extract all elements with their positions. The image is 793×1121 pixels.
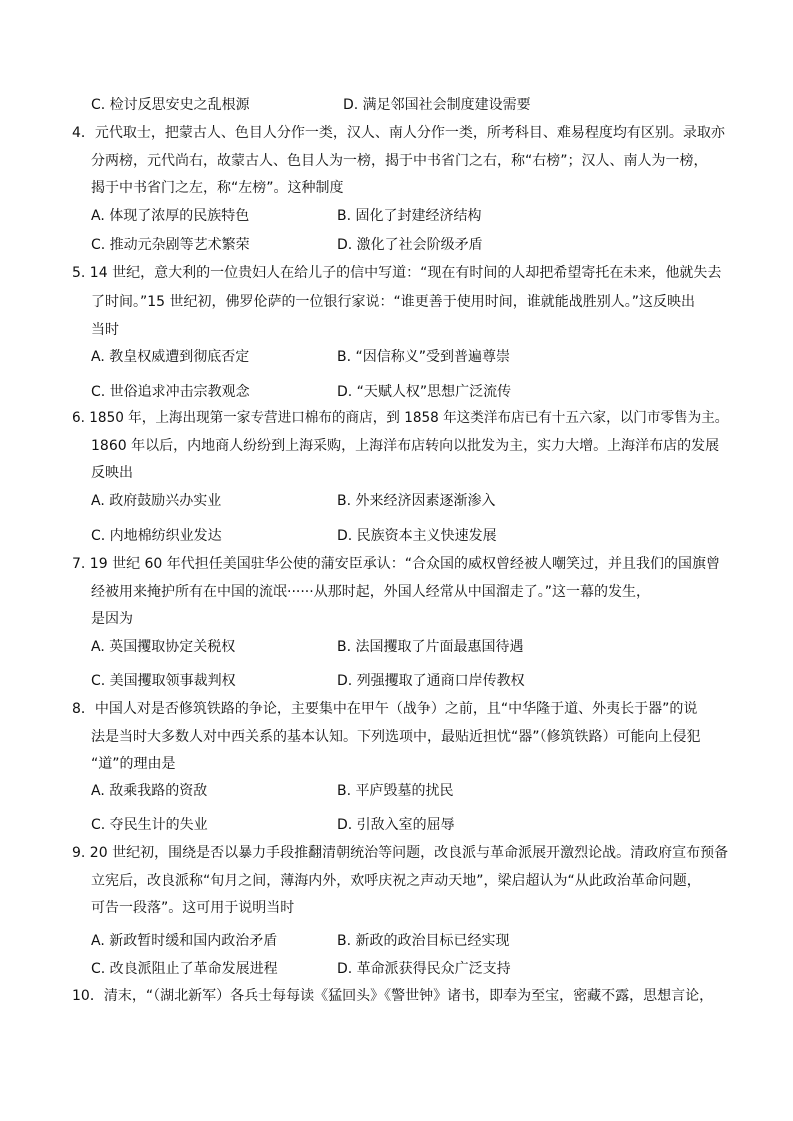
q6-option-c: C. 内地棉纺织业发达 (91, 528, 222, 544)
q4-option-b: B. 固化了封建经济结构 (337, 208, 482, 224)
q8-stem-line-2: 法是当时大多数人对中西关系的基本认知。下列选项中，最贴近担忧“器”（修筑铁路）可能向上侵犯 (91, 729, 701, 745)
q8-option-d: D. 引敌入室的屈辱 (337, 817, 455, 833)
q5-stem-line-2: 了时间。”15 世纪初，佛罗伦萨的一位银行家说：“谁更善于使用时间，谁就能战胜别人。”这反映出 (91, 294, 696, 310)
q9-stem-line-3: 可告一段落”。这可用于说明当时 (91, 900, 295, 916)
q8-option-a: A. 敌乘我路的资敌 (91, 783, 208, 799)
q8-stem-line-1: 8．中国人对是否修筑铁路的争论，主要集中在甲午（战争）之前，且“中华隆于道、外夷长于器”的说 (72, 701, 698, 717)
q5-option-a: A. 教皇权威遭到彻底否定 (91, 349, 250, 365)
q7-stem-line-1: 7. 19 世纪 60 年代担任美国驻华公使的蒲安臣承认：“合众国的威权曾经被人嘲笑过，并且我们的国旗曾 (72, 556, 721, 572)
q4-option-d: D. 激化了社会阶级矛盾 (337, 237, 483, 253)
q9-stem-line-2: 立宪后，改良派称“旬月之间，薄海内外，欢呼庆祝之声动天地”，梁启超认为“从此政治革命问题， (91, 873, 701, 889)
q5-stem-line-1: 5. 14 世纪，意大利的一位贵妇人在给儿子的信中写道：“现在有时间的人却把希望寄托在未来，他就失去 (72, 265, 722, 281)
q8-stem-line-3: “道”的理由是 (91, 756, 176, 772)
q9-option-d: D. 革命派获得民众广泛支持 (337, 961, 511, 977)
q8-option-c: C. 夺民生计的失业 (91, 817, 208, 833)
q7-option-b: B. 法国攫取了片面最惠国待遇 (337, 639, 524, 655)
q4-option-a: A. 体现了浓厚的民族特色 (91, 208, 250, 224)
q3-option-c: C. 检讨反思安史之乱根源 (91, 97, 250, 113)
q5-option-d: D. “天赋人权”思想广泛流传 (337, 384, 512, 400)
q6-option-b: B. 外来经济因素逐渐渗入 (337, 493, 496, 509)
q9-option-b: B. 新政的政治目标已经实现 (337, 933, 510, 949)
q9-option-a: A. 新政暂时缓和国内政治矛盾 (91, 933, 278, 949)
q7-option-c: C. 美国攫取领事裁判权 (91, 673, 236, 689)
q3-option-d: D. 满足邻国社会制度建设需要 (343, 97, 531, 113)
q5-option-b: B. “因信称义”受到普遍尊崇 (337, 349, 511, 365)
q5-option-c: C. 世俗追求冲击宗教观念 (91, 384, 250, 400)
q7-option-d: D. 列强攫取了通商口岸传教权 (337, 673, 525, 689)
q6-stem-line-2: 1860 年以后，内地商人纷纷到上海采购，上海洋布店转向以批发为主，实力大增。上海洋布店的发展 (91, 438, 720, 454)
q6-stem-line-3: 反映出 (91, 465, 133, 481)
q10-stem-line-1: 10．清末，“（湖北新军）各兵士每每读《猛回头》《警世钟》诸书，即奉为至宝，密藏不露，思想言论， (72, 988, 714, 1004)
q5-stem-line-3: 当时 (91, 322, 119, 338)
q9-option-c: C. 改良派阻止了革命发展进程 (91, 961, 278, 977)
q4-stem-line-1: 4．元代取士，把蒙古人、色目人分作一类，汉人、南人分作一类，所考科目、难易程度均有区别。录取亦 (72, 125, 725, 141)
q8-option-b: B. 平庐毁墓的扰民 (337, 783, 454, 799)
q7-option-a: A. 英国攫取协定关税权 (91, 639, 236, 655)
q6-option-d: D. 民族资本主义快速发展 (337, 528, 497, 544)
q7-stem-line-2: 经被用来掩护所有在中国的流氓······从那时起，外国人经常从中国溜走了。”这一幕的发生， (91, 584, 650, 600)
q4-option-c: C. 推动元杂剧等艺术繁荣 (91, 237, 250, 253)
q6-stem-line-1: 6. 1850 年，上海出现第一家专营进口棉布的商店，到 1858 年这类洋布店已有十五六家，以门市零售为主。 (72, 410, 729, 426)
q9-stem-line-1: 9. 20 世纪初，围绕是否以暴力手段推翻清朝统治等问题，改良派与革命派展开激烈论战。清政府宣布预备 (72, 845, 729, 861)
q4-stem-line-2: 分两榜，元代尚右，故蒙古人、色目人为一榜，揭于中书省门之右，称“右榜”；汉人、南人为一榜， (91, 153, 708, 169)
q6-option-a: A. 政府鼓励兴办实业 (91, 493, 222, 509)
q4-stem-line-3: 揭于中书省门之左，称“左榜”。这种制度 (91, 180, 344, 196)
q7-stem-line-3: 是因为 (91, 611, 133, 627)
